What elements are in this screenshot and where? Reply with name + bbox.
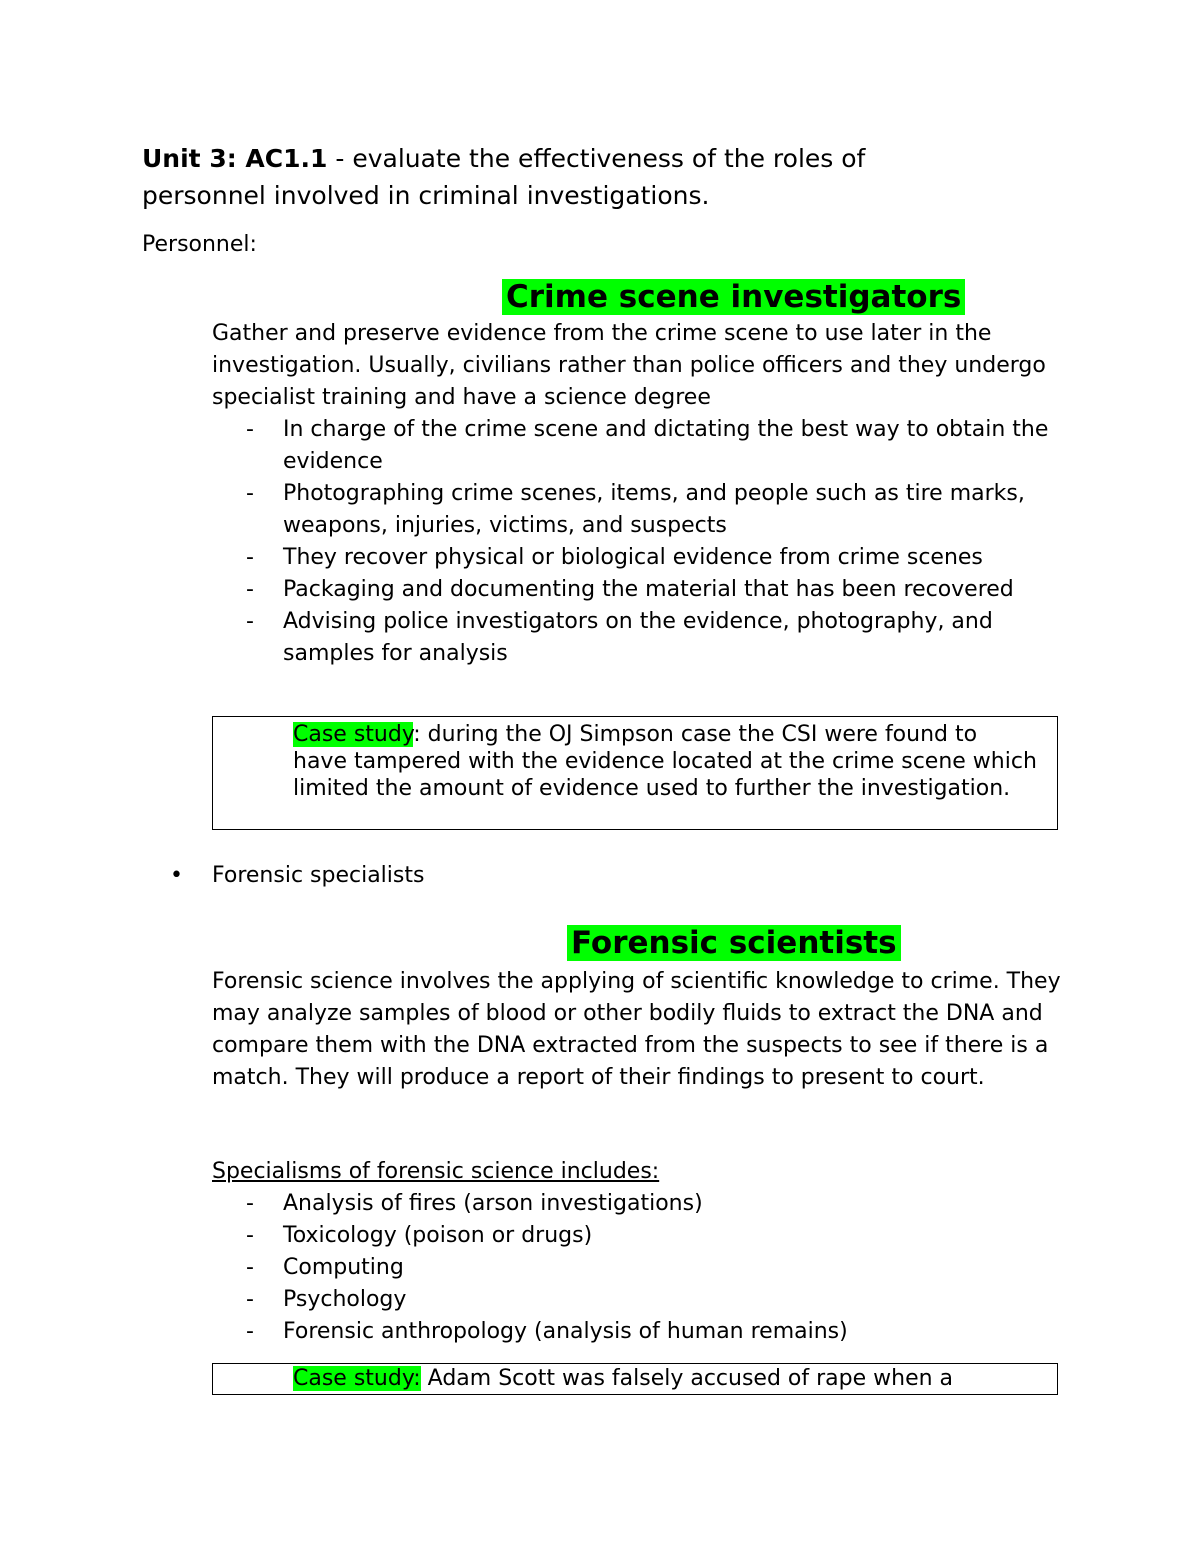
list-item-text: Psychology	[283, 1287, 407, 1312]
list-item	[212, 1220, 1072, 1252]
case-study-body: : during the OJ Simpson case the CSI were found to have tampered with the evidence located at the crime scene which limited the amount of evidence used to further the investigation.	[293, 722, 1037, 801]
list-item	[212, 542, 1072, 574]
dash-marker: -	[246, 1255, 254, 1280]
dash-marker: -	[246, 609, 254, 634]
forensic-specialists-bullet	[170, 860, 424, 892]
case-study-label: Case study	[293, 722, 414, 747]
list-item	[212, 414, 1072, 478]
csi-heading	[502, 277, 965, 317]
list-item-text: Forensic anthropology (analysis of human remains)	[283, 1319, 848, 1344]
case-study-text	[213, 721, 1057, 802]
list-item-text: Advising police investigators on the evidence, photography, and samples for analysis	[283, 609, 993, 666]
csi-case-study-box	[212, 716, 1058, 830]
csi-intro: Gather and preserve evidence from the crime scene to use later in the investigation. Usually, civilians rather than police officers and they undergo specialist training and have a science degree	[212, 321, 1046, 410]
forensic-specialists-label: Forensic specialists	[212, 863, 425, 888]
dash-marker: -	[246, 481, 254, 506]
csi-duties-list	[212, 414, 1072, 670]
list-item	[212, 606, 1072, 670]
list-item-text: They recover physical or biological evidence from crime scenes	[283, 545, 983, 570]
specialisms-heading: Specialisms of forensic science includes:	[212, 1159, 660, 1184]
dash-marker: -	[246, 577, 254, 602]
case-study-text	[213, 1365, 1057, 1392]
list-item-text: Computing	[283, 1255, 404, 1280]
list-item	[212, 1252, 1072, 1284]
list-item-text: Analysis of fires (arson investigations)	[283, 1191, 703, 1216]
forensic-heading	[567, 923, 901, 963]
dash-marker: -	[246, 545, 254, 570]
list-item	[212, 478, 1072, 542]
list-item	[212, 574, 1072, 606]
list-item-text: In charge of the crime scene and dictating the best way to obtain the evidence	[283, 417, 1049, 474]
forensic-heading-text: Forensic scientists	[567, 925, 901, 961]
csi-heading-text: Crime scene investigators	[502, 279, 965, 315]
bullet-marker: •	[170, 863, 183, 888]
list-item	[212, 1188, 1072, 1220]
title-description: - evaluate the effectiveness of the roles of personnel involved in criminal investigations.	[142, 144, 866, 210]
personnel-label: Personnel:	[142, 232, 257, 257]
dash-marker: -	[246, 1223, 254, 1248]
document-title	[142, 140, 972, 214]
dash-marker: -	[246, 1287, 254, 1312]
list-item-text: Toxicology (poison or drugs)	[283, 1223, 593, 1248]
list-item-text: Packaging and documenting the material that has been recovered	[283, 577, 1014, 602]
case-study-body: Adam Scott was falsely accused of rape when a	[420, 1366, 954, 1391]
dash-marker: -	[246, 417, 254, 442]
list-item	[212, 1316, 1072, 1348]
forensic-intro: Forensic science involves the applying of scientific knowledge to crime. They may analyze samples of blood or other bodily fluids to extract the DNA and compare them with the DNA extracted from the suspects to see if there is a match. They will produce a report of their findings to present to court.	[212, 969, 1061, 1090]
dash-marker: -	[246, 1191, 254, 1216]
specialisms-list	[212, 1188, 1072, 1348]
title-unit-code: Unit 3: AC1.1	[142, 144, 328, 173]
list-item-text: Photographing crime scenes, items, and people such as tire marks, weapons, injuries, victims, and suspects	[283, 481, 1025, 538]
dash-marker: -	[246, 1319, 254, 1344]
case-study-label: Case study:	[293, 1366, 421, 1391]
forensic-case-study-box	[212, 1363, 1058, 1395]
list-item	[212, 1284, 1072, 1316]
